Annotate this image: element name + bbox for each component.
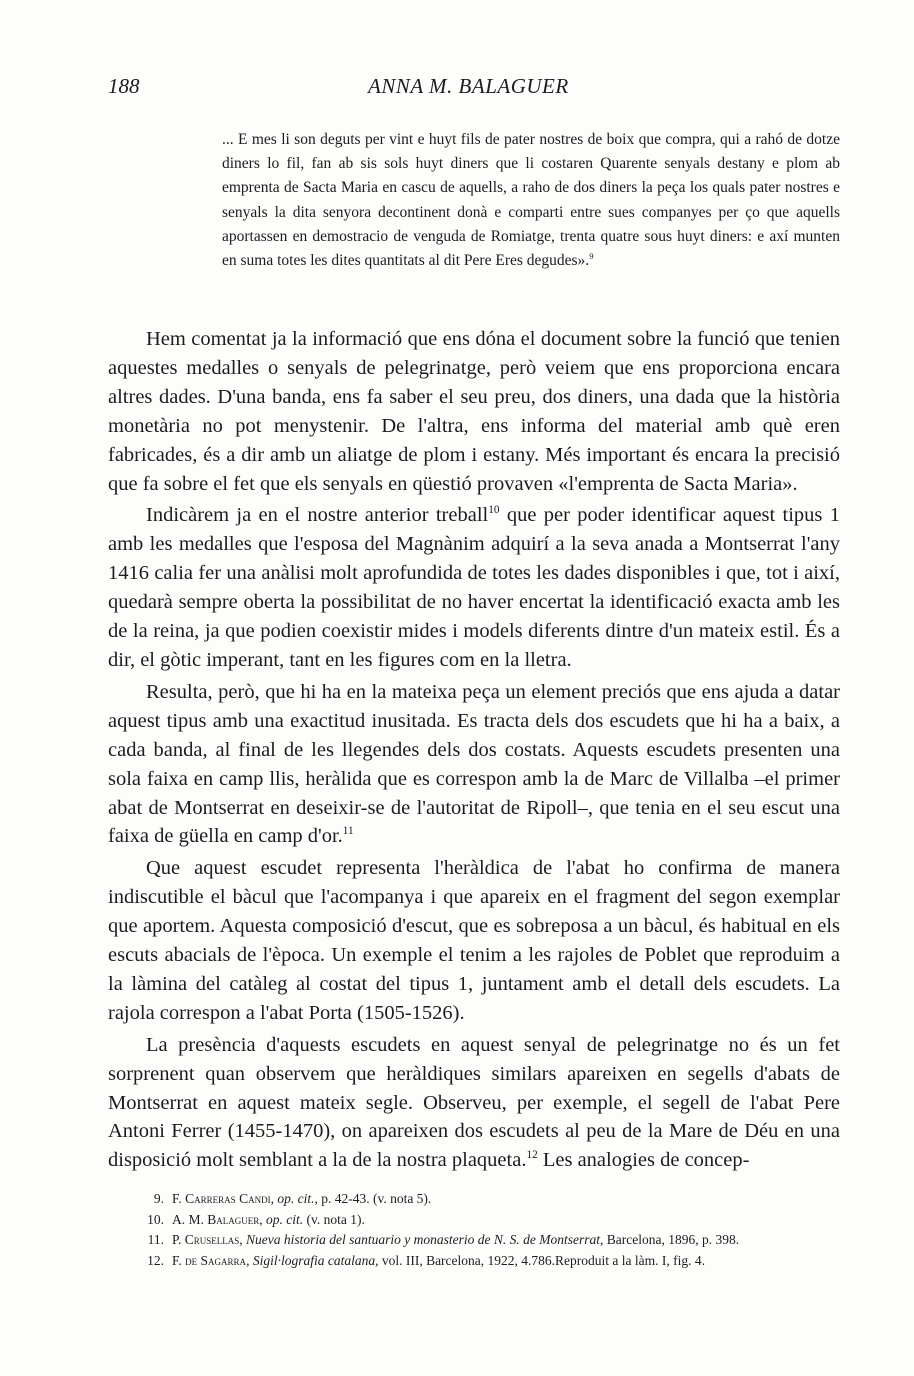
paragraph-3 xyxy=(108,678,840,851)
footnote-number: 10. xyxy=(147,1211,164,1227)
footnote-author: A. M. Balaguer xyxy=(172,1211,260,1227)
main-text xyxy=(108,325,840,1178)
footnote-author: F. Carreras Candi xyxy=(172,1191,271,1206)
block-quote xyxy=(222,128,840,273)
footnote-author: P. Crusellas xyxy=(172,1232,240,1247)
footnote-rest: , vol. III, Barcelona, 1922, 4.786.Reproduit a la làm. I, fig. 4. xyxy=(375,1252,705,1268)
footnotes xyxy=(134,1189,844,1271)
footnote-10 xyxy=(134,1210,844,1231)
footnote-title: op. cit. xyxy=(266,1211,304,1227)
paragraph-1: Hem comentat ja la informació que ens dóna el document sobre la funció que tenien aquestes medalles o senyals de pelegrinatge, però veiem que ens proporciona encara altres dades. D'una banda, ens fa saber el seu preu, dos diners, una dada que la història monetària no pot menystenir. De l'altra, ens informa del material amb què eren fabricades, és a dir amb un aliatge de plom i estany. Més important és encara la precisió que fa sobre el fet que els senyals en qüestió provaven «l'emprenta de Sacta Maria». xyxy=(108,328,840,495)
footnote-body: F. de Sagarra, Sigil·lografia catalana, vol. III, Barcelona, 1922, 4.786.Reproduit a la làm. I, fig. 4. xyxy=(172,1252,705,1268)
footnote-body: F. Carreras Candi, op. cit., p. 42-43. (v. nota 5). xyxy=(172,1191,432,1206)
paragraph-text: Indicàrem ja en el nostre anterior treball xyxy=(146,504,489,527)
footnote-rest: , p. 42-43. (v. nota 5). xyxy=(314,1191,432,1206)
footnote-body: P. Crusellas, Nueva historia del santuario y monasterio de N. S. de Montserrat, Barcelona, 1896, p. 398. xyxy=(172,1232,740,1247)
quote-text: ... E mes li son deguts per vint e huyt fils de pater nostres de boix que compra, qui a rahó de dotze diners lo fil, fan ab sis sols huyt diners que li costaren Quarente senyals destany e plom ab emprenta de Sacta Maria en cascu de aquells, a raho de dos diners la peça los quals pater nostres e senyals la dita senyora decontinent donà e comparti entre sues companyes per ço que aquells aportassen en demostracio de venguda de Romiatge, trenta quatre sous huyt diners: e axí munten en suma totes les dites quantitats al dit Pere Eres degudes». xyxy=(222,131,840,270)
footnote-11 xyxy=(134,1230,844,1251)
footnote-title: Sigil·lografia catalana xyxy=(252,1252,376,1268)
footnote-title: op. cit. xyxy=(277,1191,315,1206)
paragraph-text: Resulta, però, que hi ha en la mateixa peça un element preciós que ens ajuda a datar aquest tipus amb una exactitud inusitada. Es tracta dels dos escudets que hi ha a baix, a cada banda, al final de les llegendes dels dos costats. Aquests escudets presenten una sola faixa en camp llis, heràlida que es correspon amb la de Marc de Villalba –el primer abat de Montserrat en deseixir-se de l'autoritat de Ripoll–, que tenia en el seu escut una faixa de güella en camp d'or. xyxy=(108,680,840,848)
paragraph-text: Les analogies de concep- xyxy=(537,1149,750,1172)
page-number: 188 xyxy=(108,74,140,98)
footnote-12 xyxy=(134,1251,844,1272)
paragraph-4: Que aquest escudet representa l'heràldica de l'abat ho confirma de manera indiscutible el bàcul que l'acompanya i que apareix en el fragment del segon exemplar que aportem. Aquesta composició d'escut, que es sobreposa a un bàcul, és habitual en els escuts abacials de l'època. Un exemple el tenim a les rajoles de Poblet que reproduim a la làmina del catàleg al costat del tipus 1, juntament amb el detall dels escudets. La rajola correspon a l'abat Porta (1505-1526). xyxy=(108,857,840,1024)
footnote-ref: 9 xyxy=(589,250,594,261)
running-head: ANNA M. BALAGUER xyxy=(368,74,569,98)
footnote-rest: , Barcelona, 1896, p. 398. xyxy=(600,1232,740,1247)
footnote-number: 12. xyxy=(147,1252,164,1268)
quote-paragraph xyxy=(222,128,840,273)
footnote-rest: (v. nota 1). xyxy=(303,1211,365,1227)
paragraph-text: que per poder identificar aquest tipus 1 amb les medalles que l'esposa del Magnànim adquirí a la seva anada a Montserrat l'any 1416 calia fer una anàlisi molt aprofundida de totes les dades disponibles i que, tot i així, quedarà sempre oberta la possibilitat de no haver encertat la identificació exacta amb les de la reina, ja que podien coexistir mides i models diferents dintre d'un mateix estil. És a dir, el gòtic imperant, tant en les figures com en la lletra. xyxy=(108,504,840,671)
footnote-ref: 10 xyxy=(488,504,500,517)
paragraph-2 xyxy=(108,501,840,674)
footnote-author: F. de Sagarra xyxy=(172,1252,247,1268)
page-header xyxy=(108,74,838,104)
footnote-number: 11. xyxy=(147,1232,164,1247)
footnote-title: Nueva historia del santuario y monasterio de N. S. de Montserrat xyxy=(246,1232,601,1247)
footnote-ref: 11 xyxy=(342,825,354,838)
footnote-9 xyxy=(134,1189,844,1210)
footnote-ref: 12 xyxy=(526,1149,538,1162)
footnote-number: 9. xyxy=(153,1191,164,1206)
footnote-body: A. M. Balaguer, op. cit. (v. nota 1). xyxy=(172,1211,365,1227)
paragraph-5 xyxy=(108,1031,840,1176)
paragraph-text: La presència d'aquests escudets en aquest senyal de pelegrinatge no és un fet sorprenent quan observem que heràldiques similars apareixen en segells d'abats de Montserrat en aquest mateix segle. Observeu, per exemple, el segell de l'abat Pere Antoni Ferrer (1455-1470), on apareixen dos escudets al peu de la Mare de Déu en una disposició molt semblant a la de la nostra plaqueta. xyxy=(108,1033,840,1172)
